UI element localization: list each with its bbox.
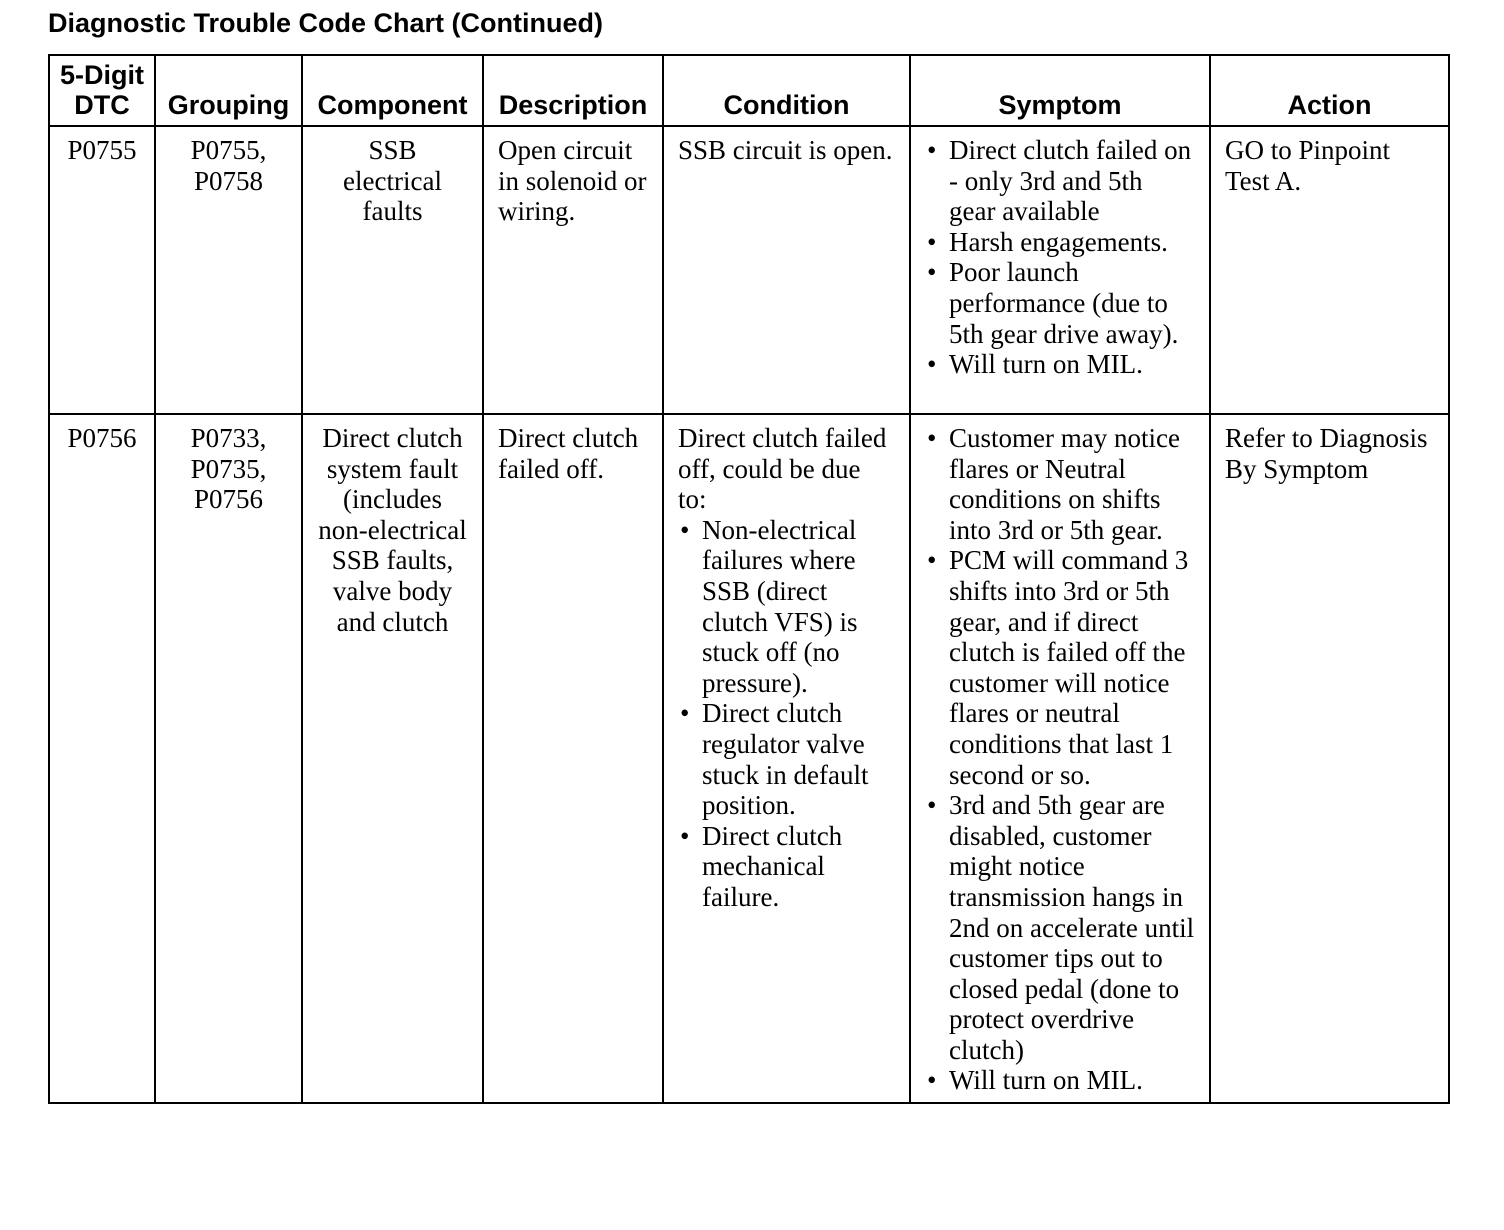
- list-item: • Harsh engagements.: [925, 227, 1195, 258]
- condition-list: [678, 515, 895, 913]
- cell-description: Direct clutch failed off.: [483, 414, 663, 1103]
- cell-action: Refer to Diagnosis By Symptom: [1210, 414, 1449, 1103]
- cell-grouping: P0733, P0735, P0756: [155, 414, 302, 1103]
- cell-component: SSB electrical faults: [302, 126, 483, 414]
- list-item: • Direct clutch mechanical failure.: [678, 821, 895, 913]
- cell-description: Open circuit in solenoid or wiring.: [483, 126, 663, 414]
- list-item: • Will turn on MIL.: [925, 349, 1195, 380]
- list-item: • Will turn on MIL.: [925, 1065, 1195, 1096]
- list-item: • Poor launch performance (due to 5th gear drive away).: [925, 257, 1195, 349]
- header-condition: Condition: [663, 55, 910, 126]
- condition-text: SSB circuit is open.: [678, 135, 893, 165]
- header-row: [49, 55, 1449, 126]
- header-description: Description: [483, 55, 663, 126]
- header-dtc: 5-Digit DTC: [49, 55, 155, 126]
- cell-symptom: [910, 414, 1210, 1103]
- page-title: Diagnostic Trouble Code Chart (Continued): [48, 8, 603, 38]
- list-item: • PCM will command 3 shifts into 3rd or 5th gear, and if direct clutch is failed off the customer will notice flares or neutral conditions that last 1 second or so.: [925, 545, 1195, 790]
- symptom-list: [925, 135, 1195, 380]
- list-item: • Customer may notice flares or Neutral conditions on shifts into 3rd or 5th gear.: [925, 423, 1195, 545]
- header-symptom: Symptom: [910, 55, 1210, 126]
- cell-dtc: P0756: [49, 414, 155, 1103]
- table-row: [49, 414, 1449, 1103]
- header-action: Action: [1210, 55, 1449, 126]
- table-row: [49, 126, 1449, 414]
- cell-dtc: P0755: [49, 126, 155, 414]
- header-component: Component: [302, 55, 483, 126]
- cell-action: GO to Pinpoint Test A.: [1210, 126, 1449, 414]
- cell-symptom: [910, 126, 1210, 414]
- list-item: • Non-electrical failures where SSB (direct clutch VFS) is stuck off (no pressure).: [678, 515, 895, 699]
- cell-condition: [663, 414, 910, 1103]
- cell-condition: [663, 126, 910, 414]
- condition-text: Direct clutch failed off, could be due to:: [678, 423, 887, 515]
- list-item: • Direct clutch failed on - only 3rd and 5th gear available: [925, 135, 1195, 227]
- list-item: • Direct clutch regulator valve stuck in default position.: [678, 698, 895, 820]
- cell-component: Direct clutch system fault (includes non-electrical SSB faults, valve body and clutch: [302, 414, 483, 1103]
- header-grouping: Grouping: [155, 55, 302, 126]
- list-item: • 3rd and 5th gear are disabled, customer might notice transmission hangs in 2nd on accelerate until customer tips out to closed pedal (done to protect overdrive clutch): [925, 790, 1195, 1065]
- symptom-list: [925, 423, 1195, 1096]
- cell-grouping: P0755, P0758: [155, 126, 302, 414]
- dtc-chart-table: [48, 54, 1450, 1104]
